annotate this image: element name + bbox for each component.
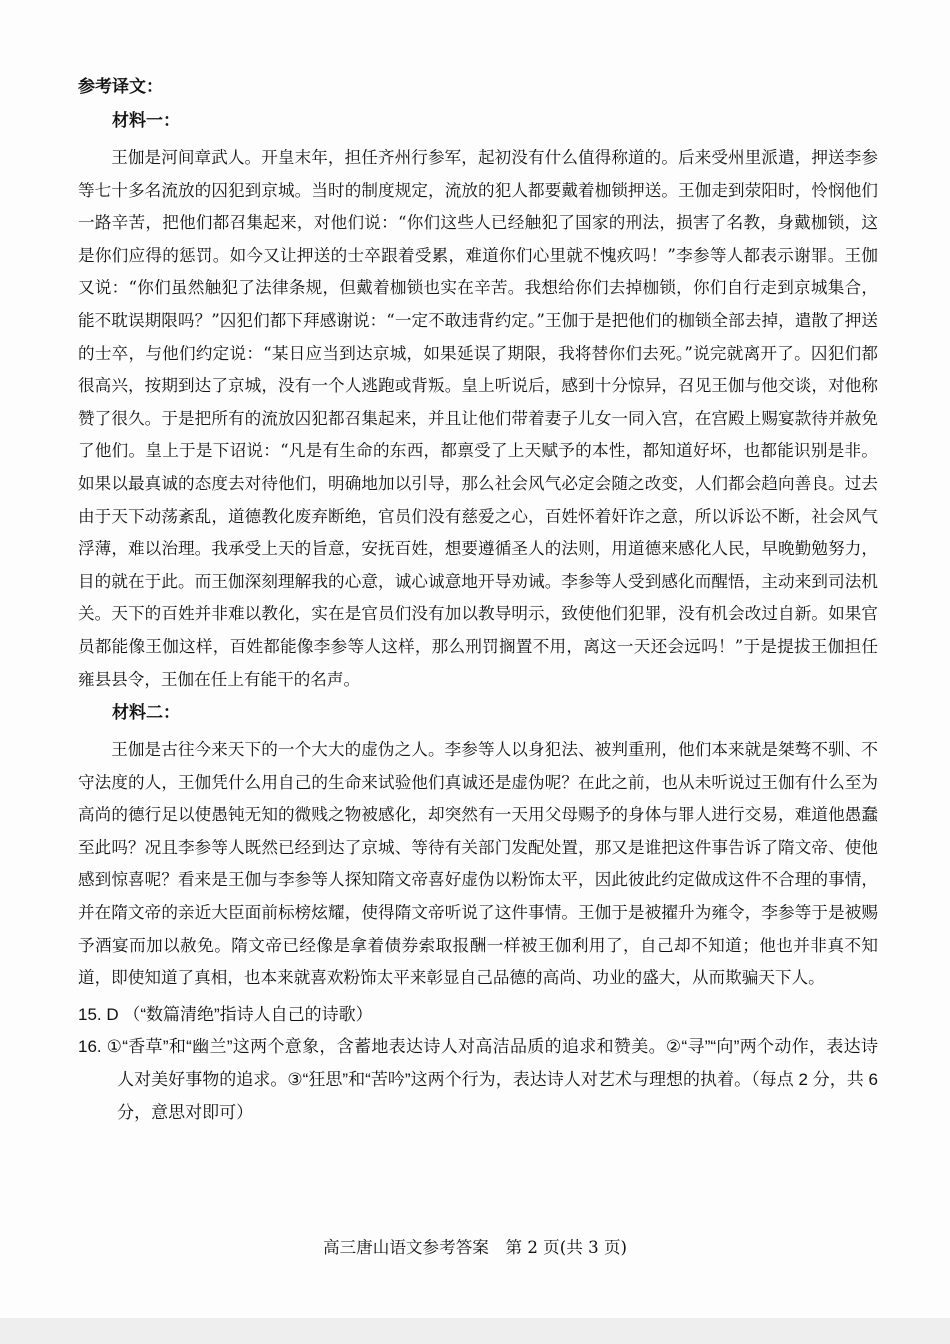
question-16-answer: 16. ①“香草”和“幽兰”这两个意象，含蓄地表达诗人对高洁品质的追求和赞美。②“寻”“向”两个动作，表达诗人对美好事物的追求。③“狂思”和“苦吟”这两个行为，表达诗人对艺术与理想的执着。（每点 2 分，共 6 分，意思对即可） (78, 1037, 878, 1122)
question-15-answer: 15. D （“数篇清绝”指诗人自己的诗歌） (78, 1004, 373, 1024)
page-content (78, 74, 878, 1129)
material-two-text: 王伽是古往今来天下的一个大大的虚伪之人。李参等人以身犯法、被判重刑，他们本来就是桀骜不驯、不守法度的人，王伽凭什么用自己的生命来试验他们真诚还是虚伪呢？在此之前，也从未听说过王伽有什么至为高尚的德行足以使愚钝无知的微贱之物被感化，却突然有一天用父母赐予的身体与罪人进行交易，难道他愚蠢至此吗？况且李参等人既然已经到达了京城、等待有关部门发配处置，那又是谁把这件事告诉了隋文帝、使他感到惊喜呢？看来是王伽与李参等人探知隋文帝喜好虚伪以粉饰太平，因此彼此约定做成这件不合理的事情，并在隋文帝的亲近大臣面前标榜炫耀，使得隋文帝听说了这件事情。王伽于是被擢升为雍令，李参等于是被赐予酒宴而加以赦免。隋文帝已经像是拿着债券索取报酬一样被王伽利用了，自己却不知道；他也并非真不知道，即使知道了真相，也本来就喜欢粉饰太平来彰显自己品德的高尚、功业的盛大，从而欺骗天下人。 (78, 740, 878, 988)
material-one-title: 材料一： (112, 111, 180, 131)
material-two-title: 材料二： (112, 703, 180, 724)
page-footer: 高三唐山语文参考答案 第 2 页(共 3 页) (322, 1238, 628, 1257)
scan-bottom-edge (0, 1318, 950, 1344)
reference-translation-heading: 参考译文： (78, 77, 163, 97)
material-one-text: 王伽是河间章武人。开皇末年，担任齐州行参军，起初没有什么值得称道的。后来受州里派遣，押送李参等七十多名流放的囚犯到京城。当时的制度规定，流放的犯人都要戴着枷锁押送。王伽走到荥阳时，怜悯他们一路辛苦，把他们都召集起来，对他们说：“你们这些人已经触犯了国家的刑法，损害了名教，身戴枷锁，这是你们应得的惩罚。如今又让押送的士卒跟着受累，难道你们心里就不愧疚吗！”李参等人都表示谢罪。王伽又说：“你们虽然触犯了法律条规，但戴着枷锁也实在辛苦。我想给你们去掉枷锁，你们自行走到京城集合，能不耽误期限吗？”囚犯们都下拜感谢说：“一定不敢违背约定。”王伽于是把他们的枷锁全部去掉，遣散了押送的士卒，与他们约定说：“某日应当到达京城，如果延误了期限，我将替你们去死。”说完就离开了。囚犯们都很高兴，按期到达了京城，没有一个人逃跑或背叛。皇上听说后，感到十分惊异，召见王伽与他交谈，对他称赞了很久。于是把所有的流放囚犯都召集起来，并且让他们带着妻子儿女一同入宫，在宫殿上赐宴款待并赦免了他们。皇上于是下诏说：“凡是有生命的东西，都禀受了上天赋予的本性，都知道好坏，也都能识别是非。如果以最真诚的态度去对待他们，明确地加以引导，那么社会风气必定会随之改变，人们都会趋向善良。过去由于天下动荡紊乱，道德教化废弃断绝，官员们没有慈爱之心，百姓怀着奸诈之意，所以诉讼不断，社会风气浮薄，难以治理。我承受上天的旨意，安抚百姓，想要遵循圣人的法则，用道德来感化人民，早晚勤勉努力，目的就在于此。而王伽深刻理解我的心意，诚心诚意地开导劝诫。李参等人受到感化而醒悟，主动来到司法机关。天下的百姓并非难以教化，实在是官员们没有加以教导明示，致使他们犯罪，没有机会改过自新。如果官员都能像王伽这样，百姓都能像李参等人这样，那么刑罚搁置不用，离这一天还会远吗！”于是提拔王伽担任雍县县令，王伽在任上有能干的名声。 (78, 148, 878, 689)
